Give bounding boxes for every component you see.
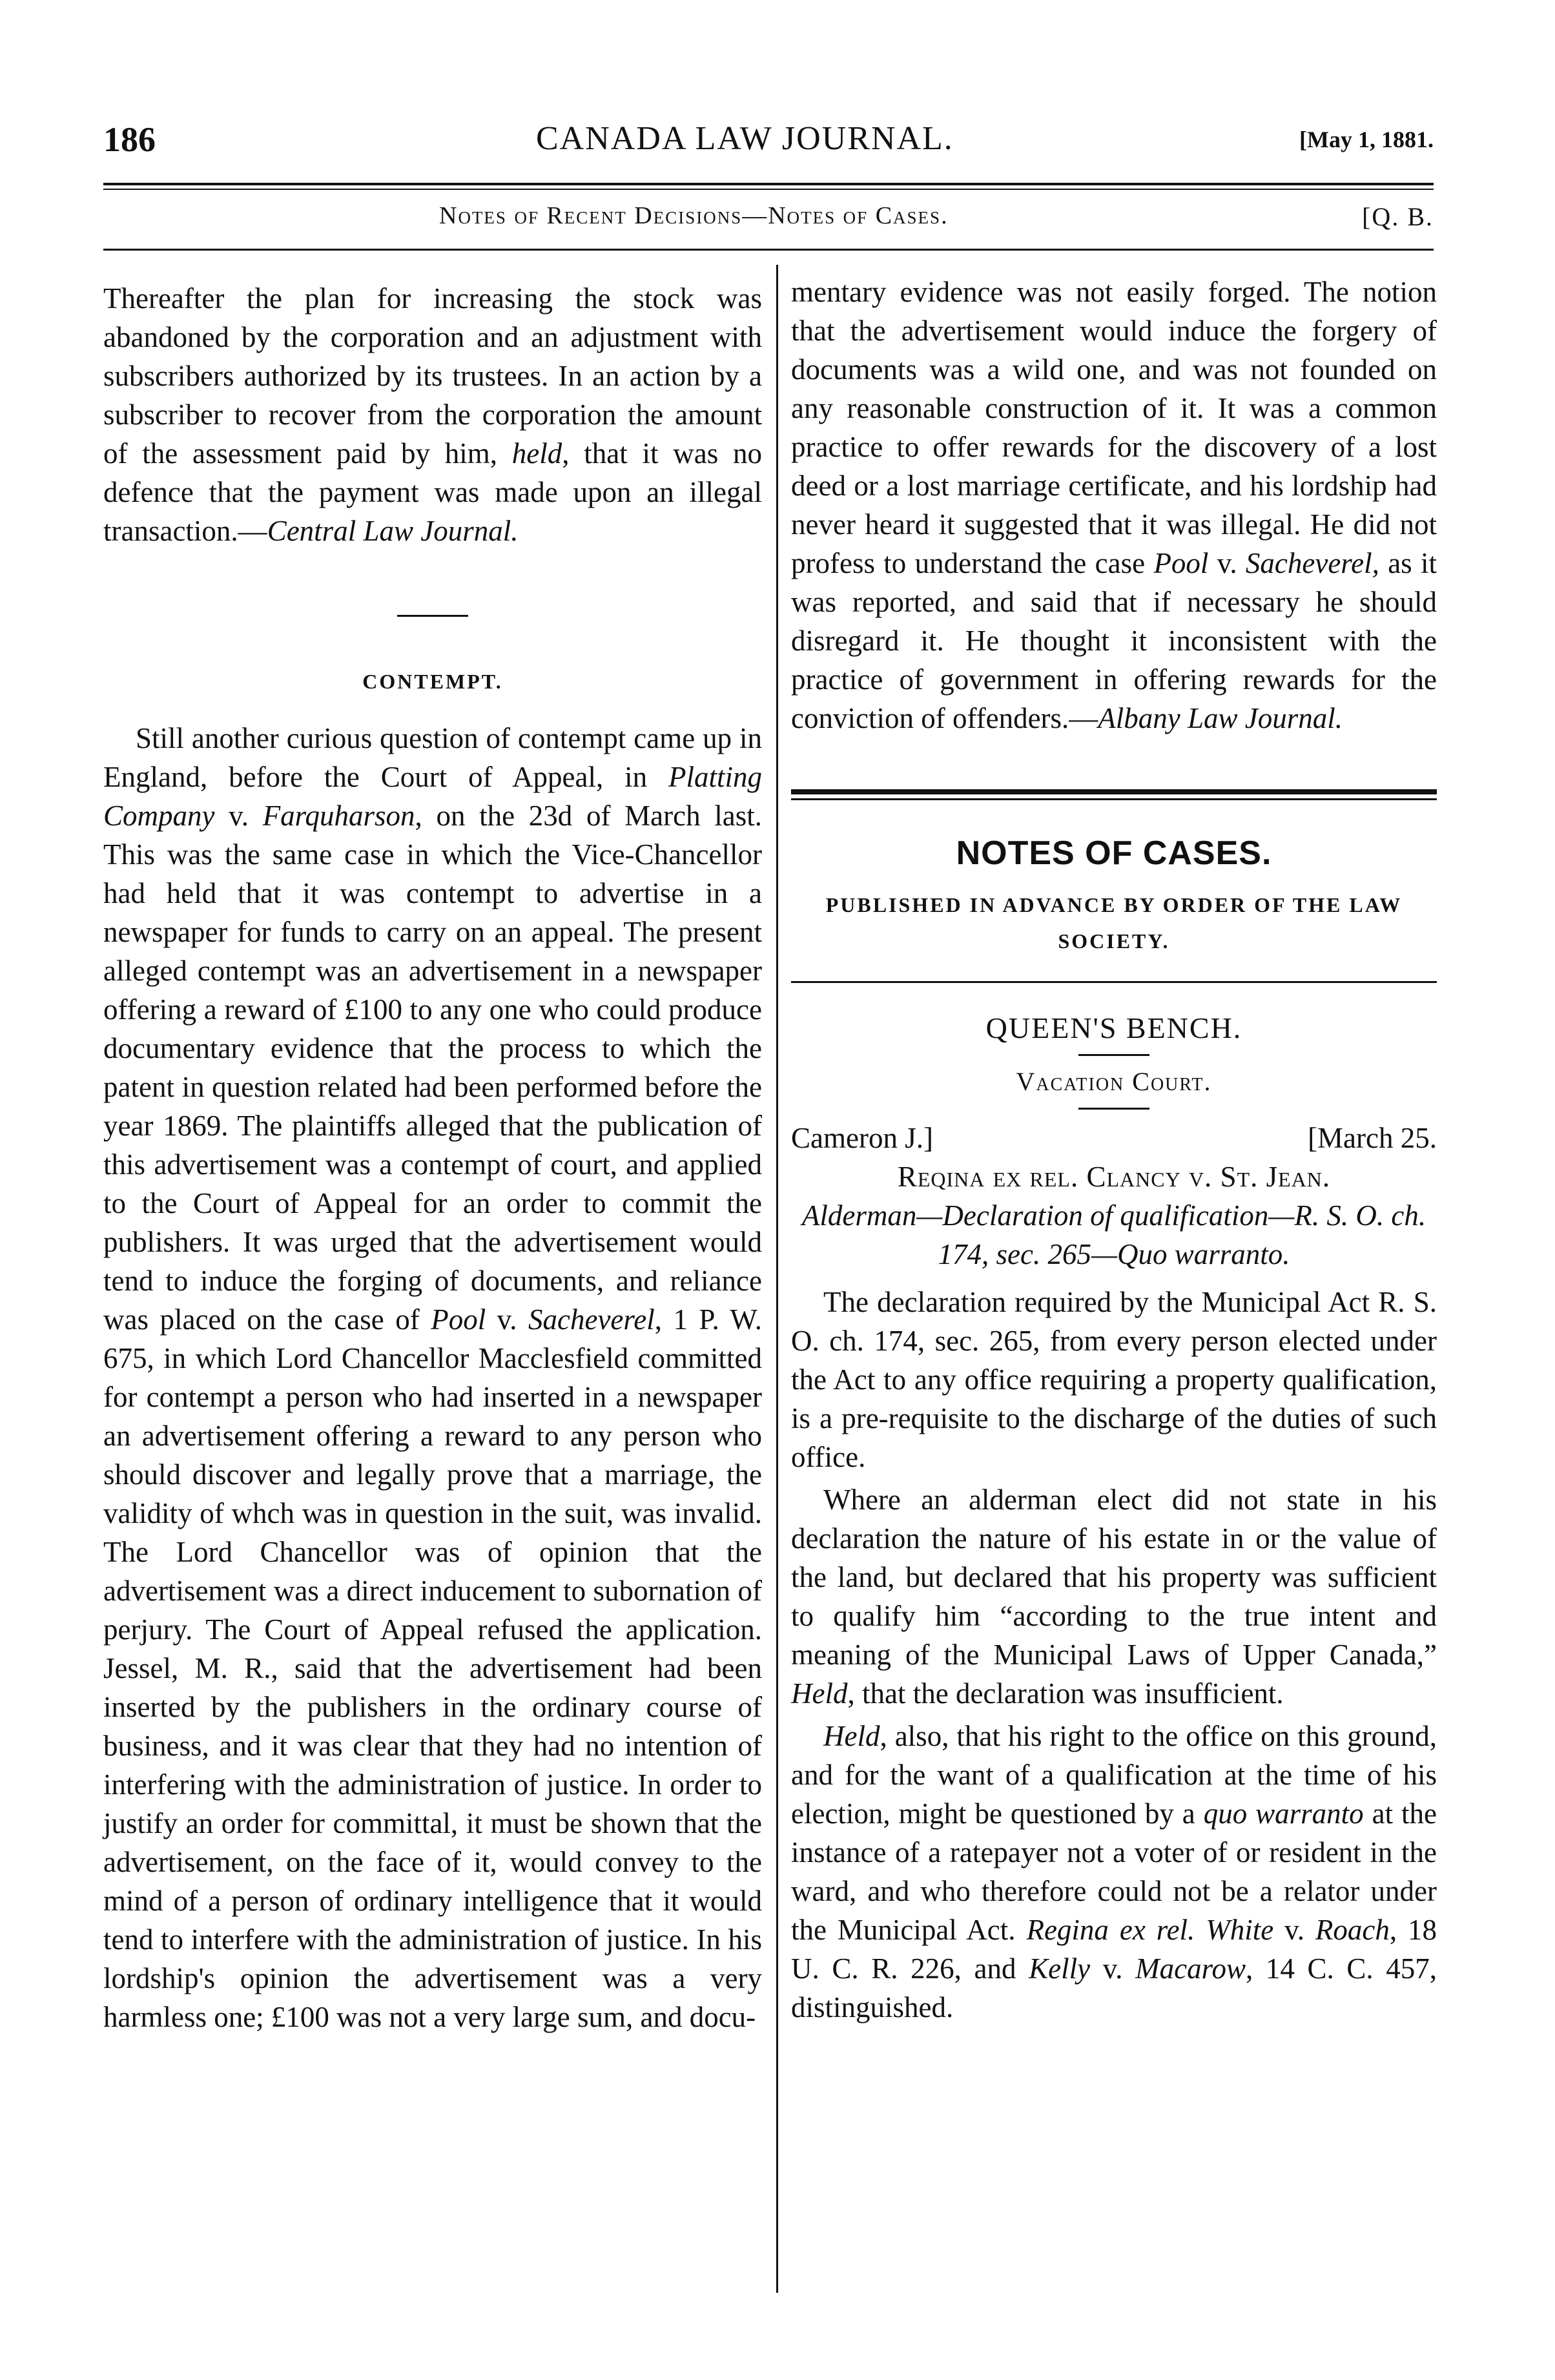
judge-date-line: [791, 1119, 1437, 1157]
vacation-court-heading: Vacation Court.: [1016, 1067, 1212, 1096]
right-column: [791, 273, 1437, 2027]
catchwords: Alderman—Declaration of qualification—R. S. O. ch. 174, sec. 265—Quo warranto.: [801, 1199, 1426, 1270]
column-divider: [776, 265, 778, 2293]
decision-date: [March 25.: [1308, 1122, 1437, 1154]
issue-date: [May 1, 1881.: [1299, 127, 1434, 152]
paragraph-stock-case: Thereafter the plan for increasing the stock was abandoned by the corporation and an adjustment with subscribers authorized by its trustees. In an action by a subscriber to recover from the corporation the amount of the assessment paid by him, held, that it was no defence that the payment was made upon an illegal transaction.—Central Law Journal.: [103, 282, 763, 547]
header-rule-top: [103, 183, 1434, 185]
subheader-rule: [103, 249, 1434, 251]
contempt-heading: CONTEMPT.: [362, 670, 503, 693]
section-title: Notes of Recent Decisions—Notes of Cases.: [439, 202, 949, 229]
published-notice: PUBLISHED IN ADVANCE BY ORDER OF THE LAW SOCIETY.: [825, 893, 1403, 953]
section-header: [103, 202, 1434, 238]
paragraph-quo-warranto: Held, also, that his right to the office on this ground, and for the want of a qualification at the time of his election, might be questioned by a quo warranto at the instance of a ratepayer not a voter of or resident in the ward, and who therefore could not be a relator under the Municipal Act. Regina ex rel. White v. Roach, 18 U. C. R. 226, and Kelly v. Macarow, 14 C. C. 457, distinguished.: [791, 1720, 1437, 2023]
notes-of-cases-heading: NOTES OF CASES.: [956, 834, 1272, 872]
paragraph-continued: mentary evidence was not easily forged. The notion that the advertisement would induce the forgery of documents was a wild one, and was not founded on any reasonable construction of it. It was a common practice to offer rewards for the discovery of a lost deed or a lost marriage certificate, and his lordship had never heard it suggested that it was illegal. He did not profess to understand the case Pool v. Sacheverel, as it was reported, and said that if necessary he should disregard it. He thought it inconsistent with the practice of government in offering rewards for the conviction of offenders.—Albany Law Journal.: [791, 276, 1437, 734]
left-column: [103, 279, 762, 2036]
queens-bench-heading: QUEEN'S BENCH.: [985, 1011, 1242, 1044]
journal-title: CANADA LAW JOURNAL.: [536, 120, 954, 157]
thick-rule: [791, 789, 1437, 794]
paragraph-declaration: The declaration required by the Municipal Act R. S. O. ch. 174, sec. 265, from every person elected under the Act to any office requiring a property qualification, is a pre-requisite to the discharge of the duties of such office.: [791, 1286, 1437, 1473]
court-ref: [Q. B.: [1362, 202, 1434, 231]
paragraph-alderman: Where an alderman elect did not state in his declaration the nature of his estate in or the value of the land, but declared that his property was sufficient to qualify him “according to the true intent and meaning of the Municipal Laws of Upper Canada,” Held, that the declaration was insufficient.: [791, 1484, 1437, 1710]
case-title: Reqina ex rel. Clancy v. St. Jean.: [897, 1161, 1331, 1193]
page-number: 186: [103, 120, 156, 159]
paragraph-contempt: Still another curious question of contempt came up in England, before the Court of Appeal, in Platting Company v. Farquharson, on the 23d of March last. This was the same case in which the Vice-Chancellor had held that it was contempt to advertise in a newspaper for funds to carry on an appeal. The present alleged contempt was an advertisement in a newspaper offering a reward of £100 to any one who could produce documentary evidence that the process to which the patent in question related had been performed before the year 1869. The plaintiffs alleged that the publication of this advertisement was a contempt of court, and applied to the Court of Appeal for an order to commit the publishers. It was urged that the advertisement would tend to induce the forging of documents, and reliance was placed on the case of Pool v. Sacheverel, 1 P. W. 675, in which Lord Chancellor Macclesfield committed for contempt a person who had inserted in a newspaper an advertisement offering a reward to any person who should discover and legally prove that a marriage, the validity of whch was in question in the suit, was invalid. The Lord Chancellor was of opinion that the advertisement was a direct inducement to subornation of perjury. The Court of Appeal refused the application. Jessel, M. R., said that the advertisement had been inserted by the publishers in the ordinary course of business, and it was clear that they had no intention of interfering with the administration of justice. In order to justify an order for committal, it must be shown that the advertisement, on the face of it, would convey to the mind of a person of ordinary intelligence that it would tend to interfere with the administration of justice. In his lordship's opinion the advertisement was a very harmless one; £100 was not a very large sum, and docu-: [103, 722, 763, 2033]
header-rule-bottom: [103, 189, 1434, 190]
page-header: [103, 119, 1434, 171]
judge-name: Cameron J.]: [791, 1122, 933, 1154]
